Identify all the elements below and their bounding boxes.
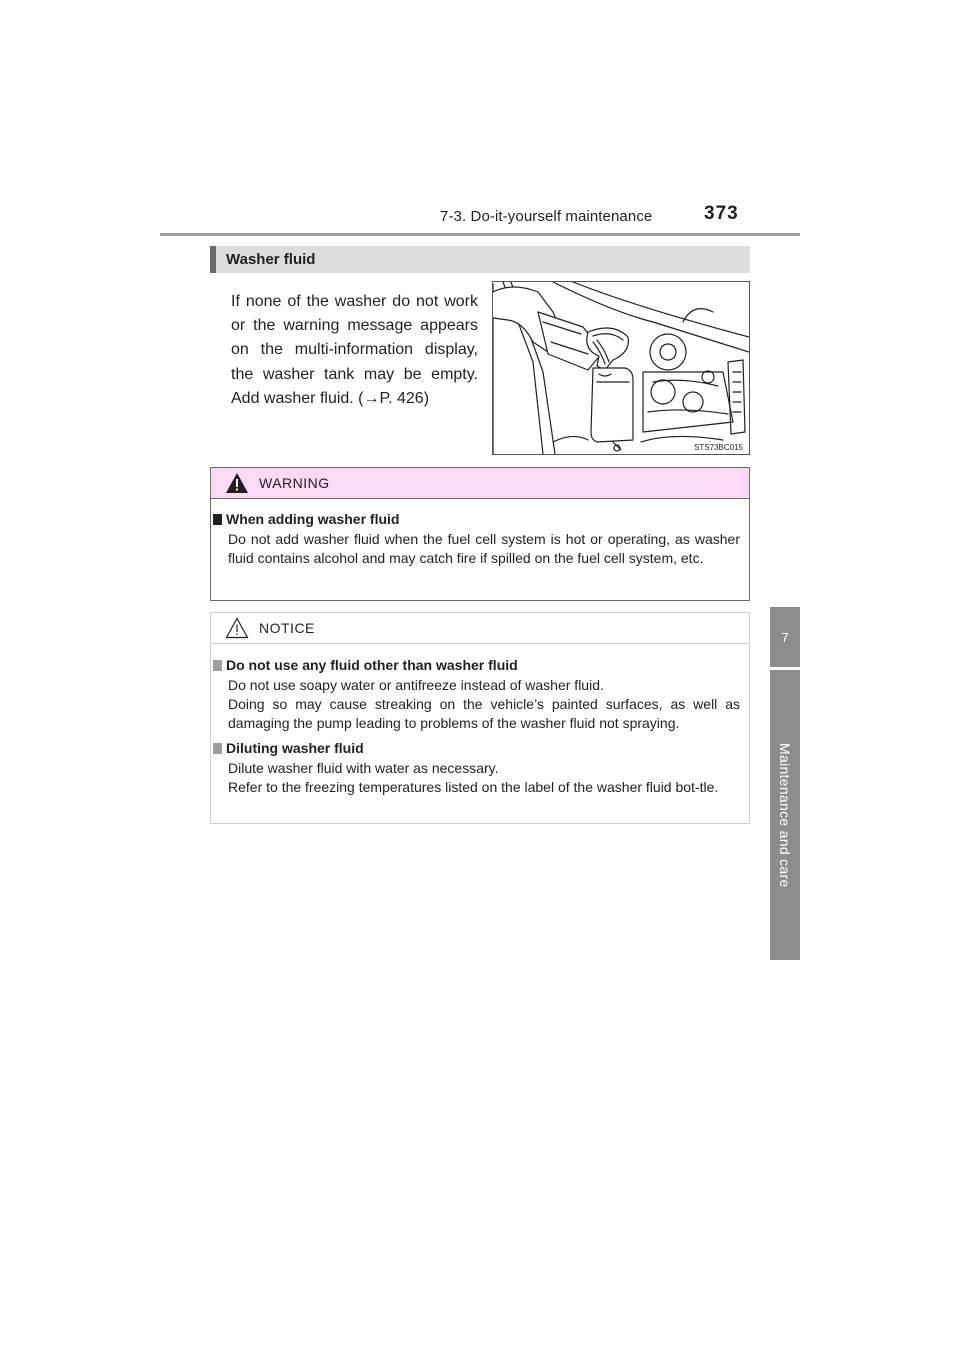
- chapter-tab-title: [770, 670, 800, 960]
- notice-item-title: [213, 657, 749, 673]
- section-heading-text: Washer fluid: [226, 251, 316, 268]
- notice-item-text: Dilute washer fluid with water as necessary.: [228, 760, 499, 776]
- washer-fluid-illustration: [492, 281, 750, 455]
- bullet-square-icon: [213, 743, 222, 754]
- section-heading: [210, 246, 750, 273]
- warning-item-text: Do not add washer fluid when the fuel cell system is hot or operating, as washer fluid contains alcohol and may catch fire if spilled on the fuel cell system, etc.: [228, 531, 740, 566]
- notice-item-title-text: Diluting washer fluid: [226, 740, 364, 756]
- warning-item-title-text: When adding washer fluid: [226, 511, 400, 527]
- notice-item-body: [228, 676, 740, 733]
- warning-content: [211, 499, 749, 568]
- illustration-code: STS73BC015: [694, 443, 743, 452]
- warning-triangle-icon: [225, 472, 249, 494]
- notice-box: [210, 612, 750, 824]
- running-header-section: 7-3. Do-it-yourself maintenance: [440, 208, 653, 225]
- notice-item-title: [213, 740, 749, 756]
- chapter-tab-number: [770, 607, 800, 667]
- notice-header: [211, 613, 749, 644]
- notice-item-text: Doing so may cause streaking on the vehicle’s painted surfaces, as well as damaging the pump leading to problems of the washer fluid not spraying.: [228, 696, 740, 731]
- notice-item-title-text: Do not use any fluid other than washer fluid: [226, 657, 518, 673]
- warning-item-title: [213, 511, 749, 527]
- chapter-title: Maintenance and care: [777, 742, 793, 888]
- warning-item-body: [228, 530, 740, 568]
- notice-item-text: Do not use soapy water or antifreeze instead of washer fluid.: [228, 677, 604, 693]
- notice-item-body: [228, 759, 740, 797]
- bullet-square-icon: [213, 660, 222, 671]
- notice-item-text: Refer to the freezing temperatures listed on the label of the washer fluid bot-tle.: [228, 779, 719, 795]
- notice-label: NOTICE: [259, 620, 315, 636]
- engine-bay-drawing: [493, 282, 749, 454]
- header-divider: [160, 233, 800, 236]
- warning-header: [211, 468, 749, 499]
- chapter-number: 7: [781, 629, 789, 645]
- bullet-square-icon: [213, 514, 222, 525]
- warning-box: [210, 467, 750, 601]
- section-body-text: If none of the washer do not work or the warning message appears on the multi-information display, the washer tank may be empty. Add washer fluid. (→P. 426): [231, 293, 478, 407]
- caution-triangle-icon: [225, 617, 249, 639]
- page-number: 373: [704, 203, 739, 224]
- notice-content: [211, 644, 749, 797]
- warning-label: WARNING: [259, 475, 330, 491]
